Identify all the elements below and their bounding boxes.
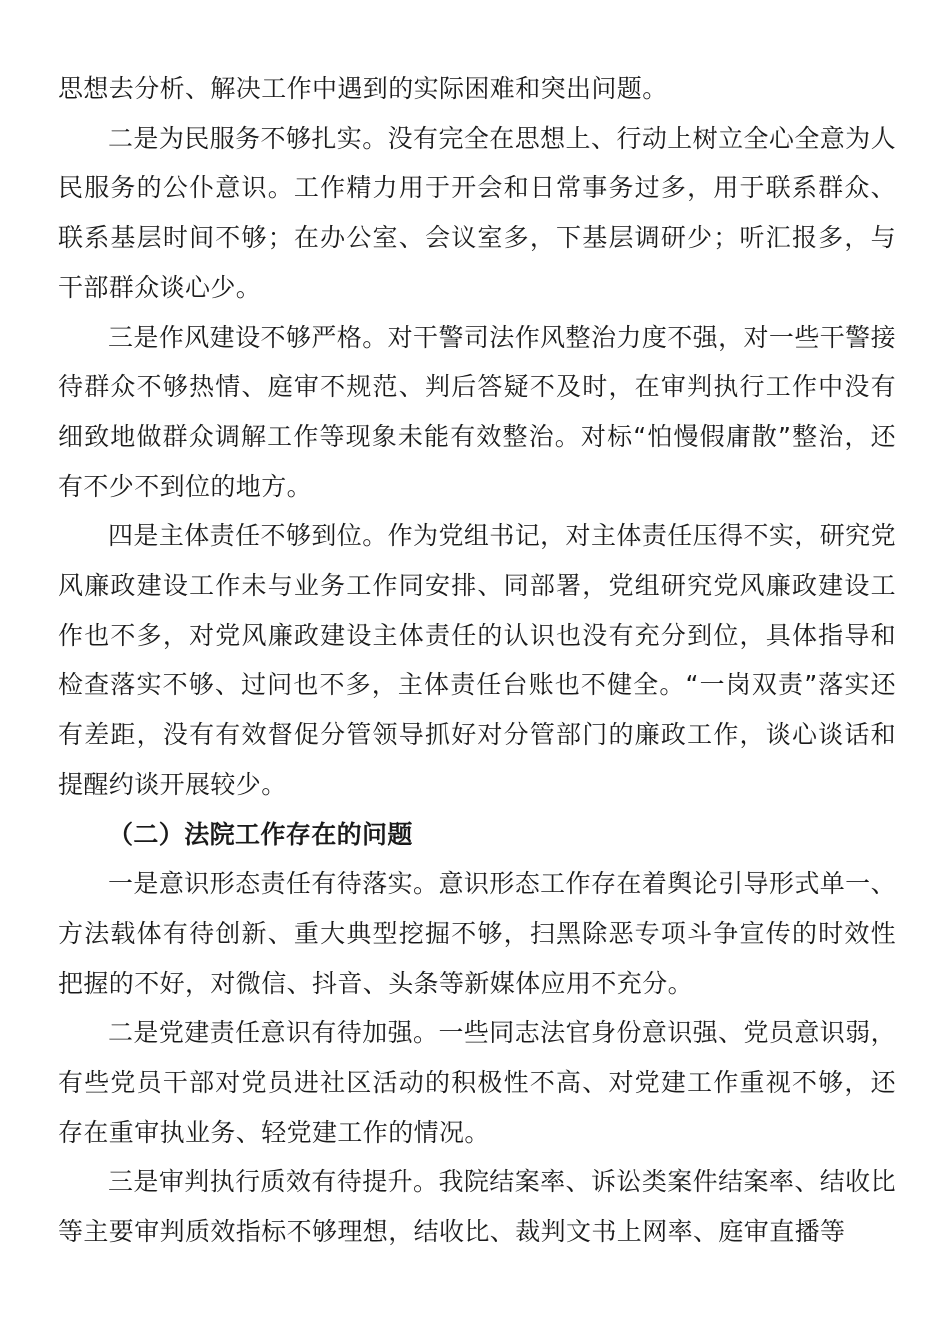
paragraph-party-building: 二是党建责任意识有待加强。一些同志法官身份意识强、党员意识弱，有些党员干部对党员进社区活动的积极性不高、对党建工作重视不够，还存在重审执业务、轻党建工作的情况。	[58, 1018, 896, 1147]
paragraph-service: 二是为民服务不够扎实。没有完全在思想上、行动上树立全心全意为人民服务的公仆意识。工作精力用于开会和日常事务过多，用于联系群众、联系基层时间不够；在办公室、会议室多，下基层调研少；听汇报多，与干部群众谈心少。	[58, 123, 896, 302]
paragraph-continuation: 思想去分析、解决工作中遇到的实际困难和突出问题。	[58, 74, 668, 103]
document-body	[58, 64, 896, 1257]
paragraph-ideology: 一是意识形态责任有待落实。意识形态工作存在着舆论引导形式单一、方法载体有待创新、重大典型挖掘不够，扫黑除恶专项斗争宣传的时效性把握的不好，对微信、抖音、头条等新媒体应用不充分。	[58, 869, 896, 998]
section-heading: （二）法院工作存在的问题	[108, 819, 413, 849]
paragraph-work-style: 三是作风建设不够严格。对干警司法作风整治力度不强，对一些干警接待群众不够热情、庭审不规范、判后答疑不及时，在审判执行工作中没有细致地做群众调解工作等现象未能有效整治。对标“怕慢假庸散”整治，还有不少不到位的地方。	[58, 322, 896, 501]
paragraph-trial-quality: 三是审判执行质效有待提升。我院结案率、诉讼类案件结案率、结收比等主要审判质效指标不够理想，结收比、裁判文书上网率、庭审直播等	[58, 1167, 896, 1247]
paragraph-responsibility: 四是主体责任不够到位。作为党组书记，对主体责任压得不实，研究党风廉政建设工作未与业务工作同安排、同部署，党组研究党风廉政建设工作也不多，对党风廉政建设主体责任的认识也没有充分到位，具体指导和检查落实不够、过问也不多，主体责任台账也不健全。“一岗双责”落实还有差距，没有有效督促分管领导抓好对分管部门的廉政工作，谈心谈话和提醒约谈开展较少。	[58, 521, 896, 799]
